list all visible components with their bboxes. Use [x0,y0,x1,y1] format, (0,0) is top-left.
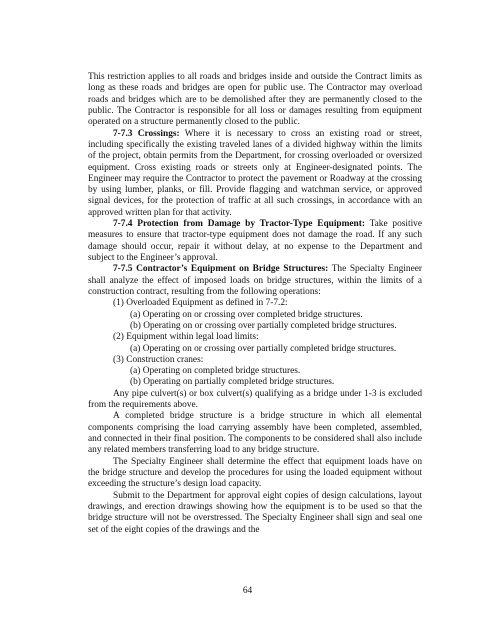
list-item-3: (3) Construction cranes: [113,354,204,365]
list-item-1b: (b) Operating on or crossing over partially completed bridge structures. [130,320,397,331]
document-page [88,72,422,536]
section-7-7-4 [88,219,422,264]
list-item-1a: (a) Operating on or crossing over completed bridge structures. [130,309,363,320]
page-number: 64 [242,586,253,596]
paragraph-culvert: Any pipe culvert(s) or box culvert(s) qualifying as a bridge under 1-3 is excluded from the requirements above. [88,388,422,411]
list-item-2: (2) Equipment within legal load limits: [113,332,259,343]
paragraph-specialty-engineer: The Specialty Engineer shall determine the effect that equipment loads have on the bridge structure and develop the procedures for using the loaded equipment without exceeding the structure’s design load capacity. [88,456,422,490]
list-item-3a: (a) Operating on completed bridge structures. [130,366,301,377]
section-7-7-4-body: Take positive measures to ensure that tractor-type equipment does not damage the road. If any such damage should occur, repair it without delay, at no expense to the Department and subject to the Engineer’s approval. [88,219,422,263]
section-7-7-3-heading: 7-7.3 Crossings: [113,128,180,139]
list-item-1: (1) Overloaded Equipment as defined in 7-7.2: [113,298,288,309]
paragraph-restriction: This restriction applies to all roads and bridges inside and outside the Contract limits as long as these roads and bridges are open for public use. The Contractor may overload roads and bridges which are to be demolished after they are permanently closed to the public. The Contractor is responsible for all loss or damages resulting from equipment operated on a structure permanently closed to the public. [88,72,422,128]
list-item-3b: (b) Operating on partially completed bridge structures. [130,377,335,388]
section-7-7-5 [88,264,422,298]
paragraph-completed-structure: A completed bridge structure is a bridge structure in which all elemental components comprising the load carrying assembly have been completed, assembled, and connected in their final position. The components to be considered shall also include any related members transferring load to any bridge structure. [88,411,422,456]
section-7-7-3-body: Where it is necessary to cross an existing road or street, including specifically the existing traveled lanes of a divided highway within the limits of the project, obtain permits from the Department, for crossing overloaded or oversized equipment. Cross existing roads or streets only at Engineer-designated points. The Engineer may require the Contractor to protect the pavement or Roadway at the crossing by using lumber, planks, or fill. Provide flagging and watchman service, or approved signal devices, for the protection of traffic at all such crossings, in accordance with an approved written plan for that activity. [88,128,422,218]
section-7-7-4-heading: 7-7.4 Protection from Damage by Tractor-Type Equipment: [113,219,365,230]
list-item-2a: (a) Operating on or crossing over partially completed bridge structures. [130,343,397,354]
section-7-7-3 [88,129,422,220]
section-7-7-5-body: The Specialty Engineer shall analyze the effect of imposed loads on bridge structures, within the limits of a construction contract, resulting from the following operations: [88,264,422,297]
paragraph-submit: Submit to the Department for approval eight copies of design calculations, layout drawings, and erection drawings showing how the equipment is to be used so that the bridge structure will not be overstressed. The Specialty Engineer shall sign and seal one set of the eight copies of the drawings and the [88,490,422,535]
section-7-7-5-heading: 7-7.5 Contractor’s Equipment on Bridge Structures: [113,264,329,275]
